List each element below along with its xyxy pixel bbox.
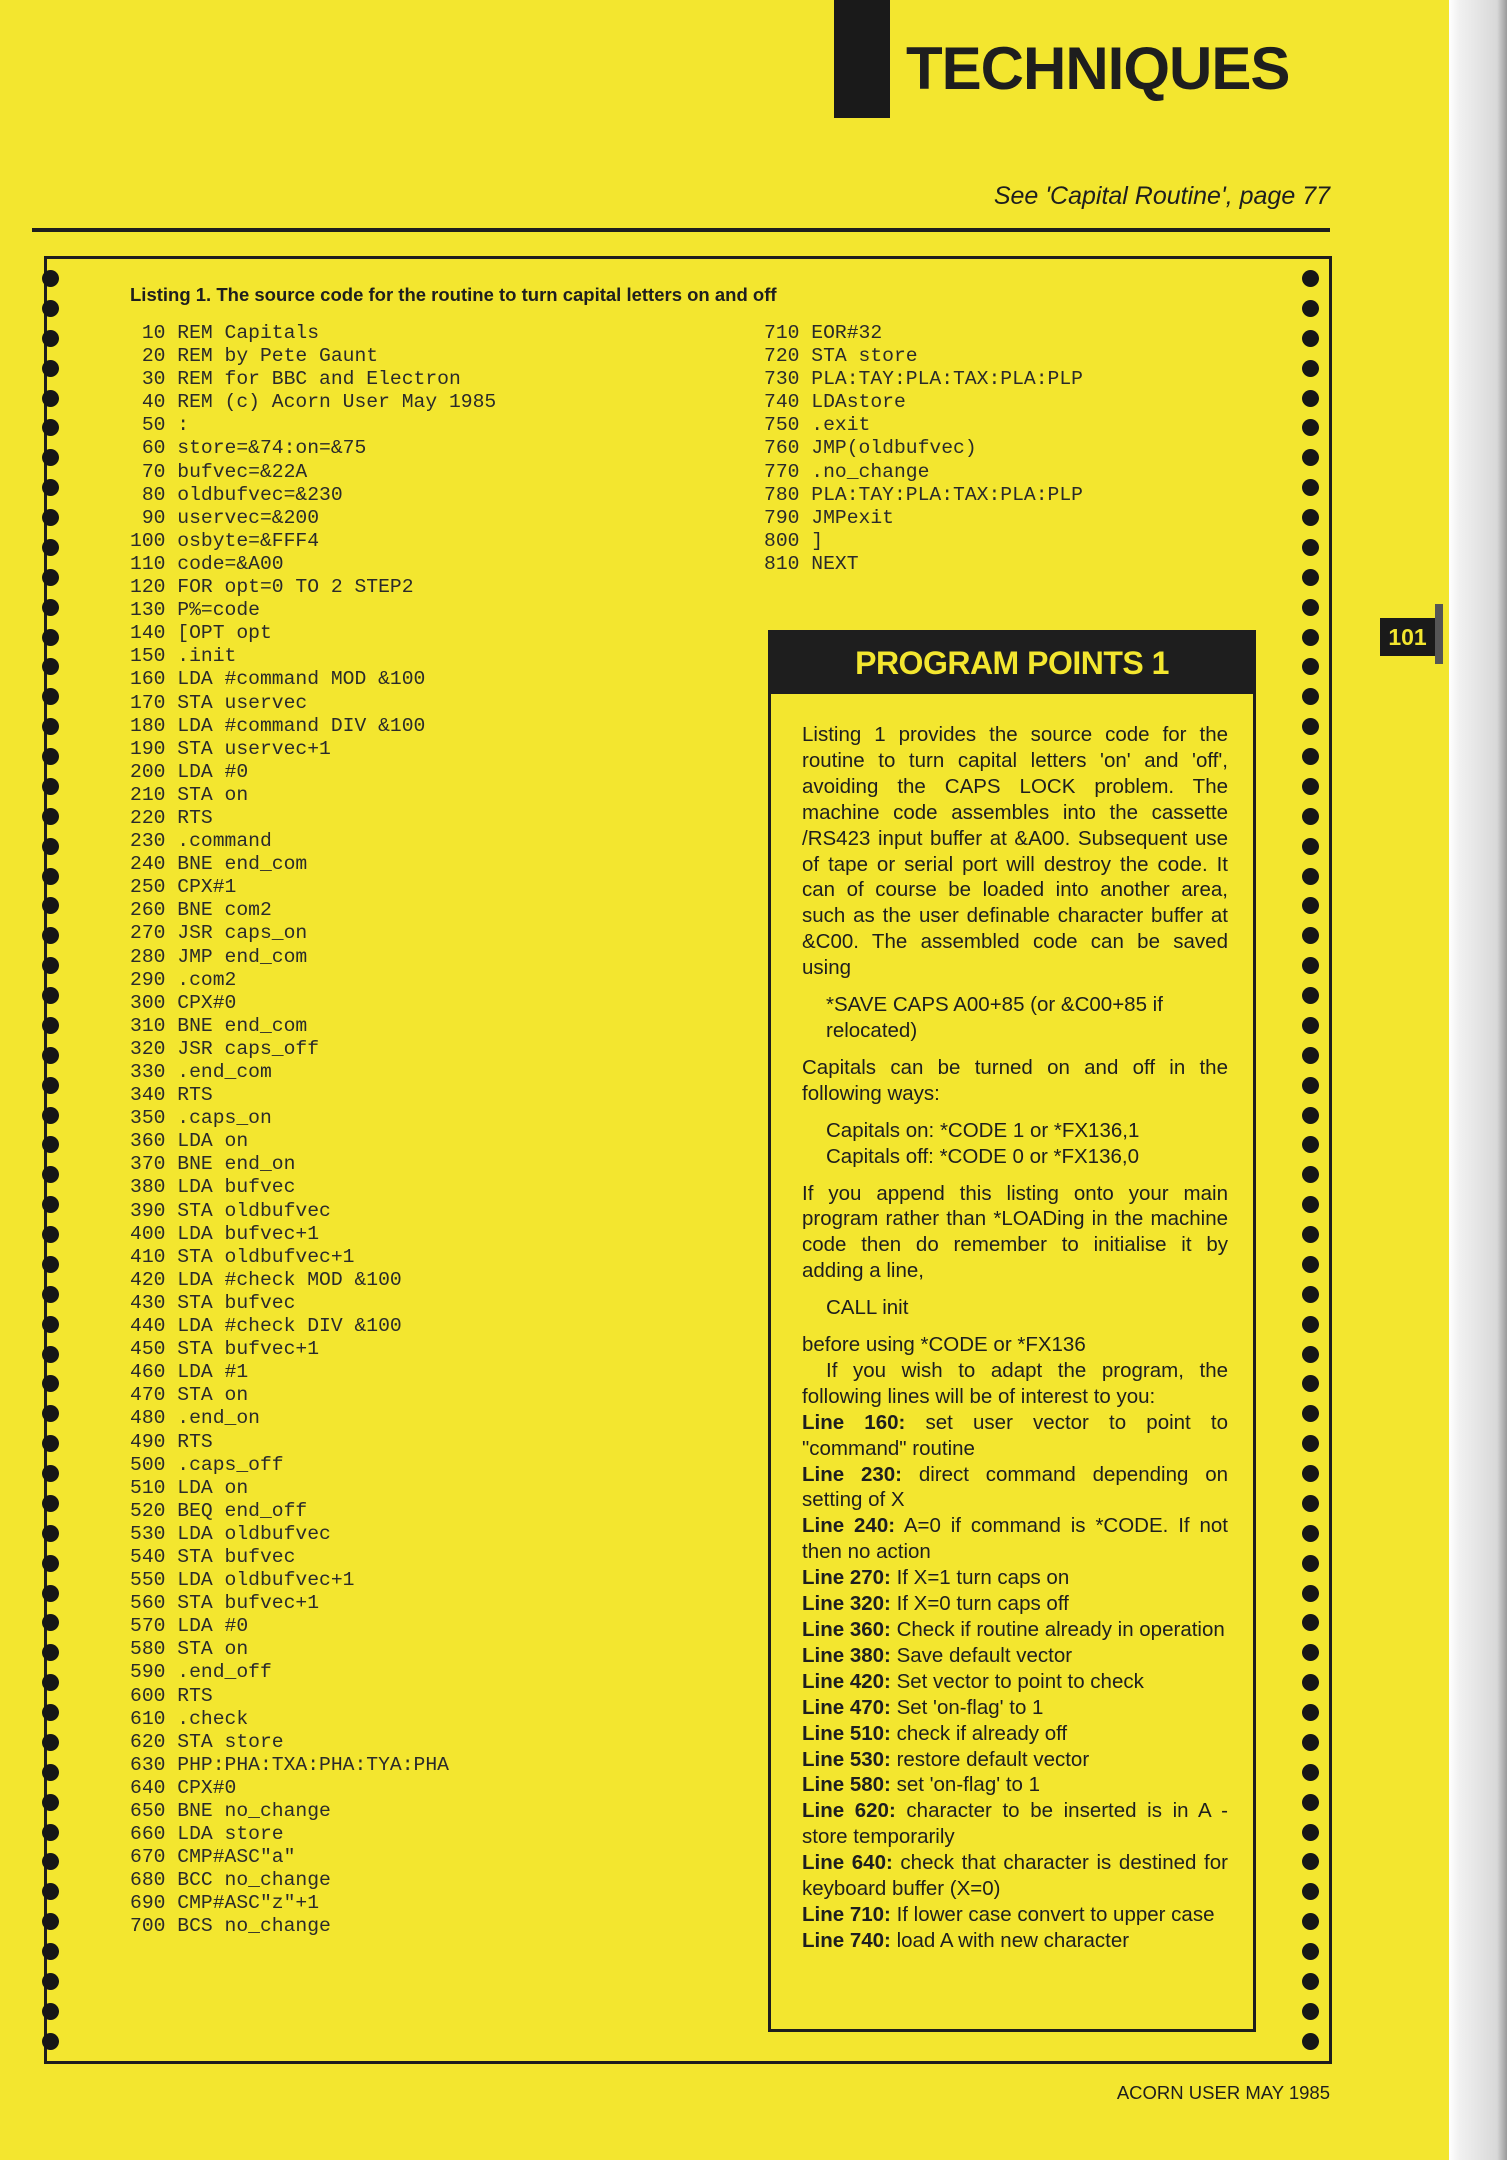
line-note [802, 1798, 1228, 1850]
line-note-label: Line 470: [802, 1695, 891, 1719]
line-note-text: A=0 if command is *CODE. If not then no action [802, 1514, 1228, 1564]
line-note-text: set 'on-flag' to 1 [896, 1773, 1041, 1797]
code-line: 130 P%=code [130, 599, 260, 622]
sprocket-hole [42, 1166, 59, 1183]
sprocket-hole [1302, 1136, 1319, 1153]
sprocket-hole [42, 927, 59, 944]
line-note [802, 1772, 1228, 1798]
line-note [802, 1747, 1228, 1773]
line-note-label: Line 230: [802, 1462, 902, 1486]
code-line: 690 CMP#ASC"z"+1 [130, 1892, 320, 1915]
line-note-text: Set vector to point to check [896, 1669, 1144, 1693]
sprocket-hole [1302, 1346, 1319, 1363]
line-note-label: Line 160: [802, 1410, 906, 1434]
code-line: 540 STA bufvec [130, 1545, 296, 1568]
code-line: 450 STA bufvec+1 [130, 1338, 320, 1361]
footer-issue: ACORN USER MAY 1985 [1116, 2082, 1330, 2103]
sprocket-hole [1302, 1226, 1319, 1243]
sprocket-hole [42, 1734, 59, 1751]
sprocket-hole [1302, 1614, 1319, 1631]
code-line: 600 RTS [130, 1684, 213, 1707]
page-edge [1449, 0, 1507, 2160]
sprocket-hole [1302, 1704, 1319, 1721]
sprocket-hole [1302, 390, 1319, 407]
code-line: 50 : [130, 414, 190, 437]
code-line: 510 LDA on [130, 1476, 249, 1499]
sprocket-hole [42, 897, 59, 914]
section-title: TECHNIQUES [906, 35, 1290, 102]
code-line: 250 CPX#1 [130, 876, 237, 899]
sprocket-hole [42, 1316, 59, 1333]
line-note-text: If X=0 turn caps off [896, 1592, 1069, 1616]
line-note-text: Save default vector [896, 1643, 1073, 1667]
sprocket-hole [42, 1644, 59, 1661]
sprocket-hole [42, 300, 59, 317]
code-line: 260 BNE com2 [130, 899, 272, 922]
sprocket-hole [42, 1256, 59, 1273]
page-tab-shadow [1435, 604, 1443, 664]
code-line: 90 uservec=&200 [130, 506, 320, 529]
code-line: 290 .com2 [130, 968, 237, 991]
sprocket-hole [42, 599, 59, 616]
sprocket-hole [42, 1973, 59, 1990]
code-line: 320 JSR caps_off [130, 1037, 320, 1060]
code-line: 170 STA uservec [130, 691, 308, 714]
sprocket-hole [42, 957, 59, 974]
code-line: 810 NEXT [764, 552, 859, 575]
sprocket-hole [1302, 539, 1319, 556]
code-line: 580 STA on [130, 1638, 249, 1661]
sprocket-hole [1302, 1644, 1319, 1661]
sprocket-hole [42, 539, 59, 556]
sprocket-hole [1302, 1585, 1319, 1602]
sprocket-hole [1302, 1853, 1319, 1870]
sprocket-hole [42, 1465, 59, 1482]
code-line: 330 .end_com [130, 1061, 272, 1083]
caps-off-command: Capitals off: *CODE 0 or *FX136,0 [826, 1144, 1139, 1168]
sprocket-hole [42, 1077, 59, 1094]
code-line: 140 [OPT opt [130, 622, 272, 645]
sprocket-hole [1302, 838, 1319, 855]
sprocket-hole [1302, 1824, 1319, 1841]
line-note-text: Set 'on-flag' to 1 [896, 1695, 1044, 1719]
code-line: 240 BNE end_com [130, 853, 308, 876]
sprocket-hole [1302, 1525, 1319, 1542]
line-note-label: Line 380: [802, 1643, 891, 1667]
code-line: 470 STA on [130, 1384, 249, 1407]
code-line: 10 REM Capitals [130, 322, 320, 344]
sprocket-hole [1302, 897, 1319, 914]
sprocket-holes-right [1302, 270, 1320, 2050]
sprocket-hole [42, 1435, 59, 1452]
append-paragraph: If you append this listing onto your main program rather than *LOADing in the machine code then do remember to initialise it by adding a line, [802, 1181, 1228, 1283]
sprocket-hole [42, 2003, 59, 2020]
sprocket-hole [1302, 1943, 1319, 1960]
code-line: 460 LDA #1 [130, 1361, 249, 1384]
code-line: 440 LDA #check DIV &100 [130, 1315, 402, 1338]
line-note [802, 1928, 1228, 1954]
sprocket-hole [42, 1614, 59, 1631]
intro-paragraph: Listing 1 provides the source code for the routine to turn capital letters 'on' and 'off', avoiding the CAPS LOCK problem. The machine code assembles into the cassette /RS423 input buffer at &A00. Subsequent use of tape or serial port will destroy the code. It can of course be loaded into another area, such as the user definable character buffer at &C00. The assembled code can be saved using [802, 723, 1228, 980]
sprocket-hole [42, 868, 59, 885]
sprocket-hole [1302, 1196, 1319, 1213]
code-line: 740 LDAstore [764, 391, 906, 414]
sprocket-hole [42, 1226, 59, 1243]
line-note [802, 1565, 1228, 1591]
sprocket-hole [1302, 1555, 1319, 1572]
line-note-label: Line 740: [802, 1928, 891, 1952]
sprocket-hole [1302, 270, 1319, 287]
sprocket-hole [1302, 1256, 1319, 1273]
code-line: 270 JSR caps_on [130, 922, 308, 945]
line-note-text: load A with new character [896, 1928, 1130, 1952]
call-init-command: CALL init [826, 1296, 909, 1320]
code-line: 790 JMPexit [764, 506, 894, 529]
sprocket-hole [42, 390, 59, 407]
sprocket-hole [42, 1674, 59, 1691]
code-line: 620 STA store [130, 1730, 284, 1753]
code-line: 280 JMP end_com [130, 945, 308, 968]
sprocket-hole [1302, 1375, 1319, 1392]
code-line: 350 .caps_on [130, 1107, 272, 1130]
sprocket-hole [1302, 1017, 1319, 1034]
sprocket-hole [1302, 1286, 1319, 1303]
code-line: 560 STA bufvec+1 [130, 1592, 320, 1615]
code-line: 480 .end_on [130, 1407, 260, 1430]
code-line: 490 RTS [130, 1430, 213, 1453]
code-line: 420 LDA #check MOD &100 [130, 1268, 402, 1291]
code-line: 710 EOR#32 [764, 322, 883, 344]
sprocket-hole [1302, 1674, 1319, 1691]
code-line: 800 ] [764, 529, 824, 552]
code-line: 430 STA bufvec [130, 1291, 296, 1314]
sprocket-hole [1302, 1883, 1319, 1900]
code-line: 610 .check [130, 1707, 249, 1730]
top-rule [32, 228, 1330, 232]
listing-caption: Listing 1. The source code for the routine to turn capital letters on and off [130, 284, 777, 305]
sprocket-hole [42, 1913, 59, 1930]
sprocket-hole [42, 748, 59, 765]
line-note-label: Line 320: [802, 1592, 891, 1616]
code-line: 680 BCC no_change [130, 1869, 331, 1892]
code-line: 80 oldbufvec=&230 [130, 483, 343, 506]
sprocket-hole [42, 1495, 59, 1512]
line-note [802, 1513, 1228, 1565]
code-line: 630 PHP:PHA:TXA:PHA:TYA:PHA [130, 1753, 449, 1776]
code-line: 410 STA oldbufvec+1 [130, 1245, 355, 1268]
sprocket-hole [1302, 360, 1319, 377]
sprocket-hole [42, 658, 59, 675]
sprocket-hole [42, 1764, 59, 1781]
before-using-line: before using *CODE or *FX136 [802, 1333, 1086, 1357]
code-line: 20 REM by Pete Gaunt [130, 345, 379, 368]
code-line: 550 LDA oldbufvec+1 [130, 1569, 355, 1592]
code-line: 100 osbyte=&FFF4 [130, 529, 320, 552]
sprocket-hole [1302, 1973, 1319, 1990]
code-line: 780 PLA:TAY:PLA:TAX:PLA:PLP [764, 483, 1083, 506]
page-number-tab: 101 [1380, 618, 1435, 656]
sprocket-hole [42, 1943, 59, 1960]
sprocket-hole [42, 419, 59, 436]
code-line: 640 CPX#0 [130, 1776, 237, 1799]
sprocket-hole [1302, 1764, 1319, 1781]
code-line: 40 REM (c) Acorn User May 1985 [130, 391, 497, 414]
line-note-text: check that character is destined for keyboard buffer (X=0) [802, 1851, 1228, 1901]
code-line: 530 LDA oldbufvec [130, 1522, 331, 1545]
code-line: 180 LDA #command DIV &100 [130, 714, 426, 737]
sprocket-hole [1302, 1734, 1319, 1751]
sprocket-hole [1302, 419, 1319, 436]
sprocket-hole [1302, 1166, 1319, 1183]
sprocket-hole [1302, 509, 1319, 526]
sprocket-hole [1302, 808, 1319, 825]
sprocket-hole [1302, 658, 1319, 675]
code-line: 300 CPX#0 [130, 991, 237, 1014]
sprocket-holes-left [42, 270, 60, 2050]
sprocket-hole [42, 778, 59, 795]
sprocket-hole [1302, 479, 1319, 496]
code-line: 590 .end_off [130, 1661, 272, 1684]
line-note [802, 1721, 1228, 1747]
sprocket-hole [1302, 1495, 1319, 1512]
ways-paragraph: Capitals can be turned on and off in the following ways: [802, 1055, 1228, 1105]
sprocket-hole [42, 449, 59, 466]
code-line: 110 code=&A00 [130, 552, 284, 575]
code-line: 150 .init [130, 645, 237, 668]
sprocket-hole [42, 1047, 59, 1064]
sprocket-hole [42, 1794, 59, 1811]
save-command: *SAVE CAPS A00+85 (or &C00+85 if relocated) [826, 993, 1163, 1042]
code-line: 760 JMP(oldbufvec) [764, 437, 977, 460]
code-line: 770 .no_change [764, 460, 930, 483]
code-line: 660 LDA store [130, 1823, 284, 1846]
line-note-label: Line 620: [802, 1799, 896, 1823]
sprocket-hole [42, 838, 59, 855]
line-note-label: Line 240: [802, 1514, 896, 1538]
code-line: 700 BCS no_change [130, 1915, 331, 1938]
line-note-text: Check if routine already in operation [896, 1618, 1225, 1641]
code-line: 210 STA on [130, 783, 249, 806]
code-line: 340 RTS [130, 1084, 213, 1107]
line-note-text: check if already off [896, 1721, 1068, 1745]
sprocket-hole [1302, 1794, 1319, 1811]
line-notes [802, 1410, 1228, 1954]
code-line: 520 BEQ end_off [130, 1499, 308, 1522]
line-note [802, 1695, 1228, 1721]
adapt-paragraph: If you wish to adapt the program, the following lines will be of interest to you: [802, 1358, 1228, 1408]
line-note [802, 1410, 1228, 1462]
sprocket-hole [1302, 569, 1319, 586]
code-line: 670 CMP#ASC"a" [130, 1846, 296, 1869]
sprocket-hole [42, 569, 59, 586]
sprocket-hole [1302, 748, 1319, 765]
sprocket-hole [42, 808, 59, 825]
code-line: 120 FOR opt=0 TO 2 STEP2 [130, 576, 414, 599]
sprocket-hole [1302, 1077, 1319, 1094]
code-line: 190 STA uservec+1 [130, 737, 331, 760]
sprocket-hole [1302, 1107, 1319, 1124]
sprocket-hole [42, 360, 59, 377]
line-note-label: Line 510: [802, 1721, 891, 1745]
sprocket-hole [42, 1375, 59, 1392]
sprocket-hole [42, 629, 59, 646]
line-note [802, 1902, 1228, 1928]
code-line: 650 BNE no_change [130, 1800, 331, 1822]
sprocket-hole [42, 2033, 59, 2050]
sprocket-hole [1302, 1405, 1319, 1422]
line-note-text: restore default vector [896, 1747, 1090, 1771]
sprocket-hole [42, 1704, 59, 1721]
sprocket-hole [1302, 2033, 1319, 2050]
sprocket-hole [1302, 449, 1319, 466]
sprocket-hole [42, 270, 59, 287]
line-note-text: direct command depending on setting of X [802, 1462, 1228, 1512]
sprocket-hole [42, 1107, 59, 1124]
code-line: 360 LDA on [130, 1130, 249, 1153]
code-column-1 [130, 322, 496, 1939]
line-note [802, 1591, 1228, 1617]
sprocket-hole [42, 987, 59, 1004]
code-line: 70 bufvec=&22A [130, 460, 308, 483]
program-points-title: PROGRAM POINTS 1 [771, 633, 1253, 694]
sprocket-hole [42, 1286, 59, 1303]
code-line: 570 LDA #0 [130, 1615, 249, 1638]
caps-on-command: Capitals on: *CODE 1 or *FX136,1 [826, 1118, 1140, 1142]
sprocket-hole [42, 718, 59, 735]
sprocket-hole [1302, 957, 1319, 974]
code-line: 310 BNE end_com [130, 1014, 308, 1037]
sprocket-hole [1302, 688, 1319, 705]
sprocket-hole [1302, 927, 1319, 944]
sprocket-hole [42, 509, 59, 526]
sprocket-hole [42, 1883, 59, 1900]
sprocket-hole [42, 1525, 59, 1542]
sprocket-hole [1302, 868, 1319, 885]
line-note [802, 1462, 1228, 1514]
code-line: 730 PLA:TAY:PLA:TAX:PLA:PLP [764, 368, 1083, 391]
code-line: 230 .command [130, 830, 272, 853]
sprocket-hole [42, 1346, 59, 1363]
sprocket-hole [1302, 718, 1319, 735]
line-note-label: Line 270: [802, 1566, 891, 1590]
sprocket-hole [42, 1853, 59, 1870]
sprocket-hole [1302, 1316, 1319, 1333]
code-line: 160 LDA #command MOD &100 [130, 668, 426, 691]
code-line: 380 LDA bufvec [130, 1176, 296, 1199]
see-also-line: See 'Capital Routine', page 77 [993, 182, 1330, 210]
sprocket-hole [1302, 1465, 1319, 1482]
line-note-text: If lower case convert to upper case [896, 1902, 1215, 1926]
sprocket-hole [42, 1196, 59, 1213]
sprocket-hole [1302, 778, 1319, 795]
line-note-label: Line 710: [802, 1902, 891, 1926]
line-note-text: set user vector to point to "command" routine [802, 1410, 1229, 1460]
sprocket-hole [42, 1824, 59, 1841]
code-line: 500 .caps_off [130, 1453, 284, 1476]
sprocket-hole [42, 1136, 59, 1153]
sprocket-hole [1302, 629, 1319, 646]
code-column-2 [764, 322, 1083, 576]
code-line: 370 BNE end_on [130, 1153, 296, 1176]
sprocket-hole [1302, 599, 1319, 616]
code-line: 720 STA store [764, 345, 918, 368]
code-line: 30 REM for BBC and Electron [130, 368, 461, 391]
code-line: 400 LDA bufvec+1 [130, 1222, 320, 1245]
sprocket-hole [42, 479, 59, 496]
line-note-label: Line 580: [802, 1773, 891, 1797]
sprocket-hole [1302, 987, 1319, 1004]
code-line: 390 STA oldbufvec [130, 1199, 331, 1222]
line-note [802, 1643, 1228, 1669]
sprocket-hole [42, 688, 59, 705]
line-note [802, 1617, 1228, 1643]
sprocket-hole [42, 330, 59, 347]
line-note-text: If X=1 turn caps on [896, 1566, 1070, 1590]
code-line: 60 store=&74:on=&75 [130, 437, 367, 460]
code-line: 200 LDA #0 [130, 760, 249, 783]
line-note-label: Line 640: [802, 1851, 893, 1875]
sprocket-hole [42, 1555, 59, 1572]
line-note-label: Line 530: [802, 1747, 891, 1771]
line-note-label: Line 360: [802, 1618, 891, 1641]
program-points-box [768, 630, 1256, 2032]
line-note-text: character to be inserted is in A - store temporarily [802, 1799, 1229, 1849]
program-points-body [802, 722, 1228, 1954]
sprocket-hole [42, 1017, 59, 1034]
line-note [802, 1850, 1228, 1902]
sprocket-hole [1302, 330, 1319, 347]
line-note-label: Line 420: [802, 1669, 891, 1693]
sprocket-hole [1302, 1435, 1319, 1452]
sprocket-hole [1302, 300, 1319, 317]
sprocket-hole [42, 1405, 59, 1422]
code-line: 750 .exit [764, 414, 871, 437]
header-bar [834, 0, 890, 118]
line-note [802, 1669, 1228, 1695]
sprocket-hole [1302, 2003, 1319, 2020]
code-line: 220 RTS [130, 806, 213, 829]
sprocket-hole [1302, 1047, 1319, 1064]
sprocket-hole [1302, 1913, 1319, 1930]
sprocket-hole [42, 1585, 59, 1602]
